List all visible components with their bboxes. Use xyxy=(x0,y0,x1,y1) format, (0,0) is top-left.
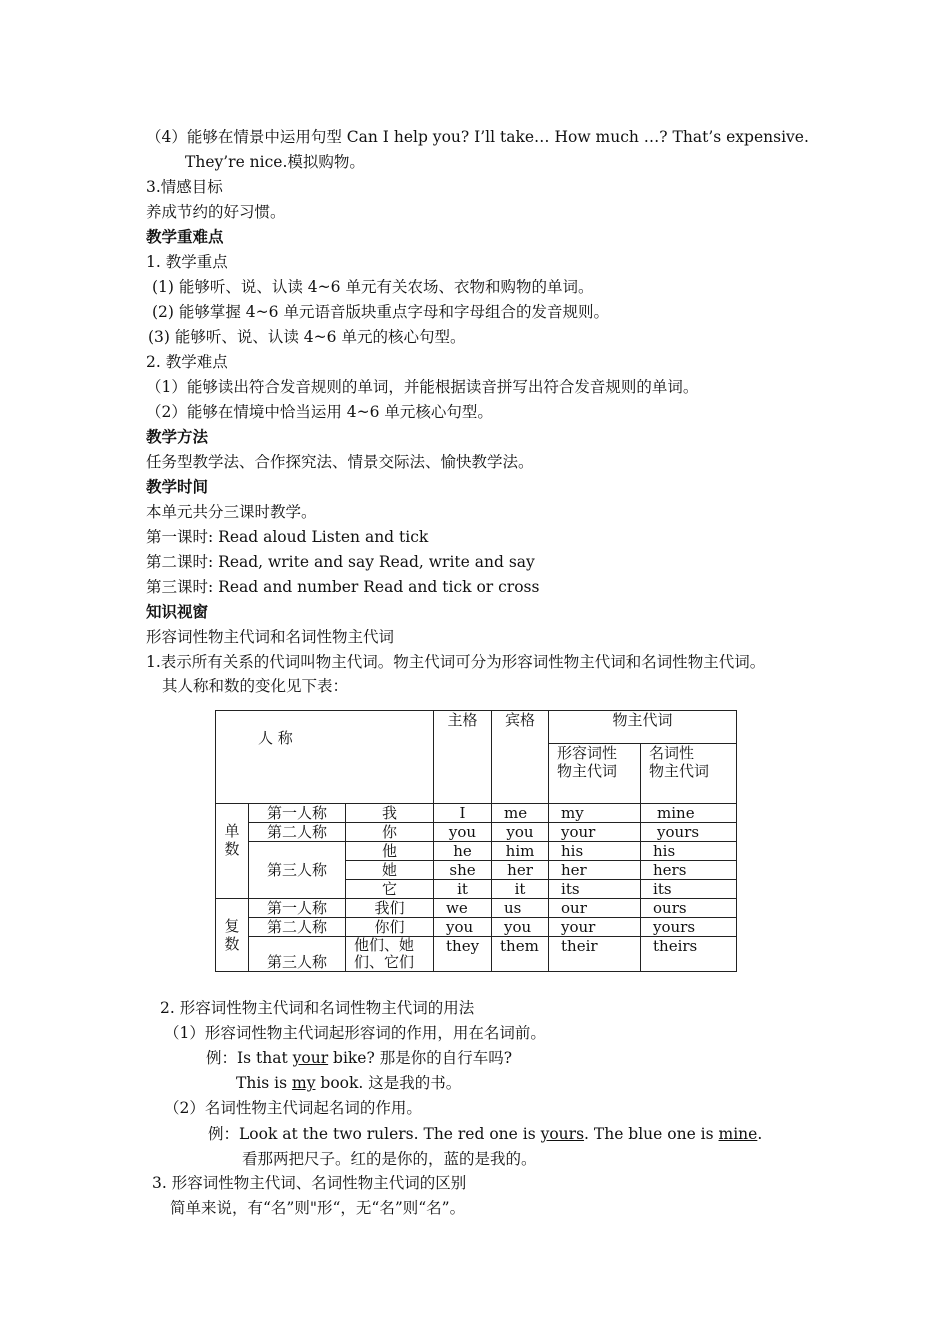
pronoun-word: 它 xyxy=(346,880,434,899)
adj-possessive: my xyxy=(549,804,641,823)
pronoun-word: 他 xyxy=(346,842,434,861)
difficulties-heading: 2. 教学难点 xyxy=(146,353,228,371)
object-form: you xyxy=(492,918,549,937)
usage-2: （2）名词性物主代词起名词的作用。 xyxy=(164,1099,422,1117)
object-form: us xyxy=(492,899,549,918)
subject-form: she xyxy=(434,861,492,880)
adj-possessive: its xyxy=(549,880,641,899)
subject-form: you xyxy=(434,823,492,842)
emotion-goal-heading: 3.情感目标 xyxy=(146,178,223,196)
subject-form: I xyxy=(434,804,492,823)
objective-4: （4）能够在情景中运用句型 Can I help you? I’ll take… How much …? That’s expensive. xyxy=(146,128,809,146)
header-noun-possessive: 名词性 物主代词 xyxy=(641,744,737,804)
pronoun-word: 你 xyxy=(346,823,434,842)
adj-possessive: her xyxy=(549,861,641,880)
adj-possessive: their xyxy=(549,937,641,972)
knowledge-point-1-cont: 其人称和数的变化见下表： xyxy=(162,677,349,695)
group-singular: 单 数 xyxy=(216,804,249,899)
subject-form: they xyxy=(434,937,492,972)
adj-possessive: your xyxy=(549,823,641,842)
pronoun-word: 她 xyxy=(346,861,434,880)
subject-form: it xyxy=(434,880,492,899)
subject-form: you xyxy=(434,918,492,937)
noun-possessive: yours xyxy=(641,918,737,937)
noun-possessive: theirs xyxy=(641,937,737,972)
object-form: you xyxy=(492,823,549,842)
pronoun-table xyxy=(215,710,737,972)
key-point-3: (3) 能够听、说、认读 4~6 单元的核心句型。 xyxy=(148,328,466,346)
person-label: 第一人称 xyxy=(249,804,346,823)
pronoun-word: 你们 xyxy=(346,918,434,937)
person-label: 第三人称 xyxy=(249,937,346,972)
object-form: her xyxy=(492,861,549,880)
person-label: 第三人称 xyxy=(249,842,346,899)
person-label: 第二人称 xyxy=(249,823,346,842)
objective-4-cont: They’re nice.模拟购物。 xyxy=(185,153,365,171)
adj-possessive: his xyxy=(549,842,641,861)
header-object: 宾格 xyxy=(492,711,549,804)
object-form: me xyxy=(492,804,549,823)
key-points-heading: 1. 教学重点 xyxy=(146,253,228,271)
usage-1: （1）形容词性物主代词起形容词的作用，用在名词前。 xyxy=(164,1024,546,1042)
subject-form: he xyxy=(434,842,492,861)
person-label: 第二人称 xyxy=(249,918,346,937)
difficulty-1: （1）能够读出符合发音规则的单词，并能根据读音拼写出符合发音规则的单词。 xyxy=(146,378,699,396)
pronoun-word: 我 xyxy=(346,804,434,823)
example-1: 例：Is that your bike? 那是你的自行车吗? xyxy=(206,1049,513,1067)
lesson-3: 第三课时: Read and number Read and tick or cross xyxy=(146,578,540,596)
object-form: him xyxy=(492,842,549,861)
object-form: it xyxy=(492,880,549,899)
noun-possessive: mine xyxy=(641,804,737,823)
noun-possessive: his xyxy=(641,842,737,861)
key-point-1: (1) 能够听、说、认读 4~6 单元有关农场、衣物和购物的单词。 xyxy=(152,278,594,296)
pronoun-word: 我们 xyxy=(346,899,434,918)
lesson-1: 第一课时: Read aloud Listen and tick xyxy=(146,528,429,546)
adj-possessive: our xyxy=(549,899,641,918)
header-possessive: 物主代词 xyxy=(549,711,737,744)
section-methods: 教学方法 xyxy=(146,427,209,446)
difficulty-2: （2）能够在情境中恰当运用 4~6 单元核心句型。 xyxy=(146,403,493,421)
example-3-translation: 看那两把尺子。红的是你的，蓝的是我的。 xyxy=(242,1150,537,1168)
time-intro: 本单元共分三课时教学。 xyxy=(146,503,317,521)
noun-possessive: yours xyxy=(641,823,737,842)
noun-possessive: its xyxy=(641,880,737,899)
header-subject: 主格 xyxy=(434,711,492,804)
key-point-2: (2) 能够掌握 4~6 单元语音版块重点字母和字母组合的发音规则。 xyxy=(152,303,609,321)
header-adj-possessive: 形容词性 物主代词 xyxy=(549,744,641,804)
noun-possessive: hers xyxy=(641,861,737,880)
knowledge-title: 形容词性物主代词和名词性物主代词 xyxy=(146,628,395,646)
noun-possessive: ours xyxy=(641,899,737,918)
difference-text: 简单来说，有“名”则"形“，无“名”则“名”。 xyxy=(170,1199,466,1217)
example-2: This is my book. 这是我的书。 xyxy=(236,1074,462,1092)
subject-form: we xyxy=(434,899,492,918)
group-plural: 复 数 xyxy=(216,899,249,972)
example-3: 例：Look at the two rulers. The red one is yours. The blue one is mine. xyxy=(208,1125,763,1143)
usage-heading: 2. 形容词性物主代词和名词性物主代词的用法 xyxy=(160,999,475,1017)
section-key-points: 教学重难点 xyxy=(146,227,224,246)
object-form: them xyxy=(492,937,549,972)
adj-possessive: your xyxy=(549,918,641,937)
pronoun-word: 他们、她 们、它们 xyxy=(346,937,434,972)
knowledge-point-1: 1.表示所有关系的代词叫物主代词。物主代词可分为形容词性物主代词和名词性物主代词。 xyxy=(146,653,766,671)
emotion-goal: 养成节约的好习惯。 xyxy=(146,203,286,221)
header-person: 人 称 xyxy=(216,711,434,804)
lesson-2: 第二课时: Read, write and say Read, write and say xyxy=(146,553,535,571)
section-knowledge: 知识视窗 xyxy=(146,602,209,621)
difference-heading: 3. 形容词性物主代词、名词性物主代词的区别 xyxy=(152,1174,467,1192)
section-time: 教学时间 xyxy=(146,477,209,496)
methods-text: 任务型教学法、合作探究法、情景交际法、愉快教学法。 xyxy=(146,453,534,471)
person-label: 第一人称 xyxy=(249,899,346,918)
